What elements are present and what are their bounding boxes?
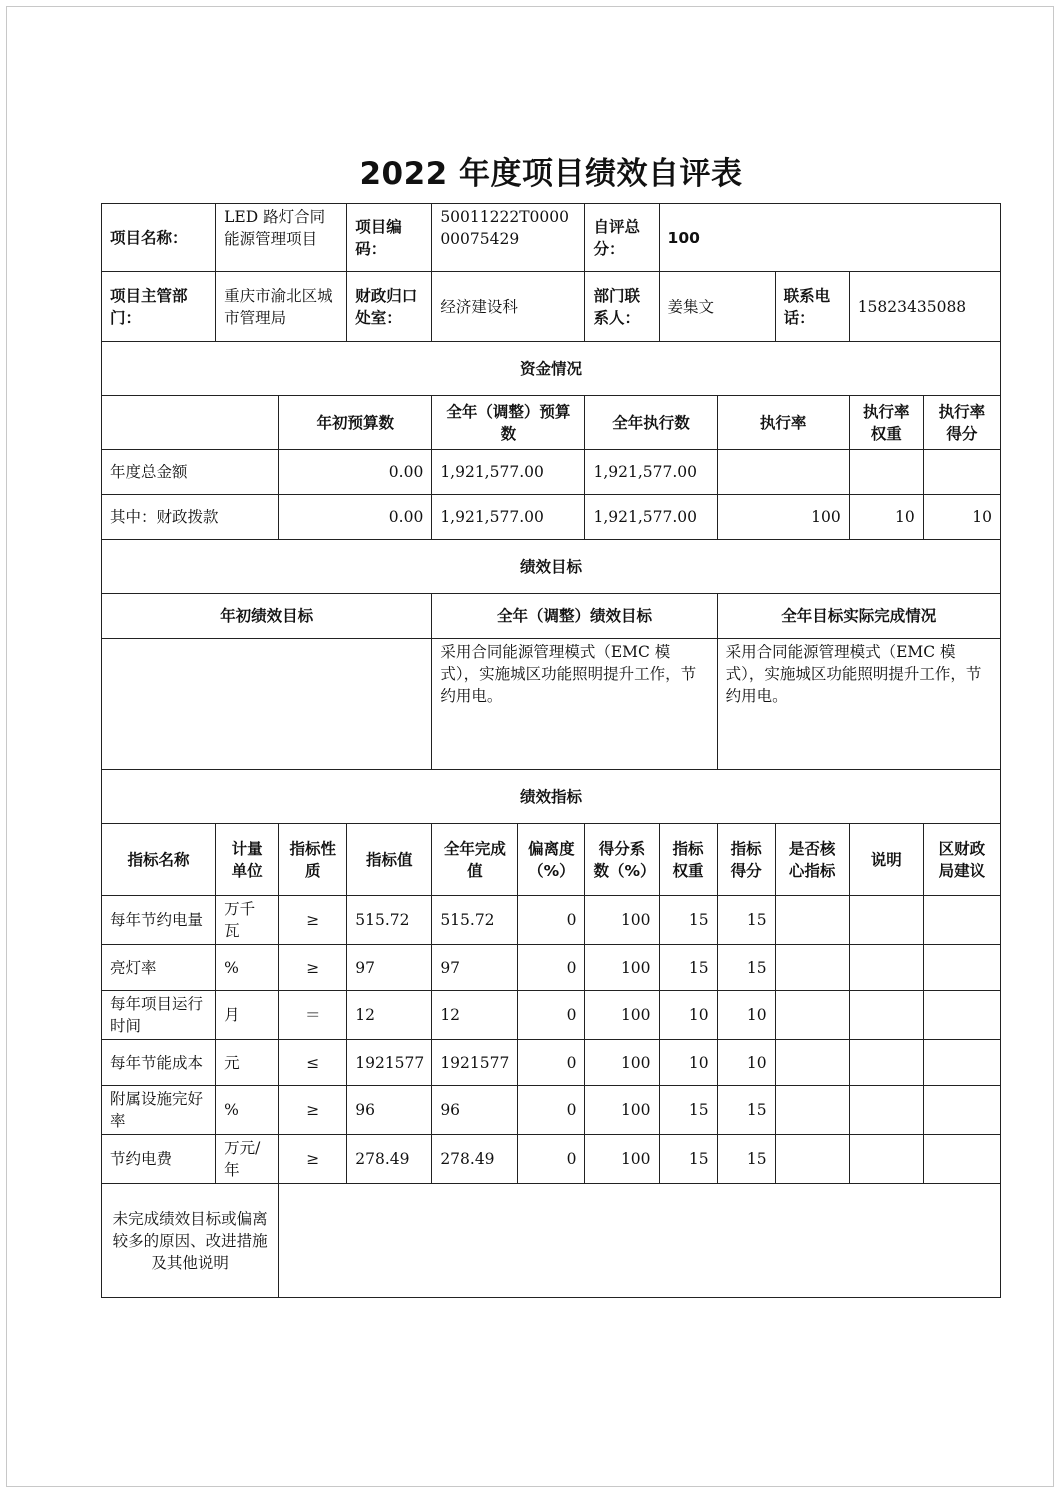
- indicator-row: [102, 945, 1001, 991]
- indicator-name: 节约电费: [102, 1135, 216, 1184]
- indicator-score: 10: [717, 1040, 775, 1086]
- indicator-note: [849, 1086, 923, 1135]
- project-name-label: 项目名称：: [102, 204, 216, 272]
- indicator-note: [849, 945, 923, 991]
- ind-col-name: 指标名称: [102, 824, 216, 896]
- funds-row-initial: 0.00: [279, 495, 432, 540]
- phone-label: 联系电话：: [775, 272, 849, 342]
- indicator-core: [775, 1135, 849, 1184]
- indicator-actual: 96: [432, 1086, 518, 1135]
- funds-col-adjusted: 全年（调整）预算数: [432, 396, 585, 450]
- goals-content-row: [102, 639, 1001, 770]
- indicator-note: [849, 1135, 923, 1184]
- indicator-value: 278.49: [347, 1135, 432, 1184]
- goals-adjusted-text: 采用合同能源管理模式（EMC 模式），实施城区功能照明提升工作，节约用电。: [432, 639, 717, 770]
- funds-section-row: [102, 342, 1001, 396]
- document-title: 2022 年度项目绩效自评表: [359, 156, 743, 192]
- indicator-row: [102, 1135, 1001, 1184]
- indicator-unit: 月: [216, 991, 279, 1040]
- indicator-name: 每年节约电量: [102, 896, 216, 945]
- indicator-advice: [923, 1086, 1000, 1135]
- ind-col-coefficient: 得分系数（%）: [585, 824, 659, 896]
- self-score-label: 自评总分：: [585, 204, 659, 272]
- funds-row-adjusted: 1,921,577.00: [432, 495, 585, 540]
- indicator-row: [102, 896, 1001, 945]
- performance-evaluation-table: [101, 203, 1001, 1298]
- funds-row-score: 10: [923, 495, 1000, 540]
- indicator-unit: 万元/年: [216, 1135, 279, 1184]
- indicator-advice: [923, 945, 1000, 991]
- ind-col-advice: 区财政局建议: [923, 824, 1000, 896]
- indicator-row: [102, 1040, 1001, 1086]
- contact-label: 部门联系人：: [585, 272, 659, 342]
- project-code-value: 50011222T000000075429: [432, 204, 585, 272]
- funds-row-executed: 1,921,577.00: [585, 450, 717, 495]
- contact-value: 姜集文: [659, 272, 775, 342]
- indicator-advice: [923, 1040, 1000, 1086]
- funds-col-initial: 年初预算数: [279, 396, 432, 450]
- funds-row-score: [923, 450, 1000, 495]
- funds-row-rate: [717, 450, 849, 495]
- indicator-weight: 15: [659, 1135, 717, 1184]
- indicator-advice: [923, 896, 1000, 945]
- indicators-section-title: 绩效指标: [102, 770, 1001, 824]
- indicator-value: 12: [347, 991, 432, 1040]
- self-score-value: 100: [659, 204, 1000, 272]
- ind-col-actual: 全年完成值: [432, 824, 518, 896]
- funds-header-blank: [102, 396, 279, 450]
- indicators-header-row: [102, 824, 1001, 896]
- indicator-deviation: 0: [518, 945, 585, 991]
- funds-col-rate: 执行率: [717, 396, 849, 450]
- indicator-core: [775, 1040, 849, 1086]
- indicator-note: [849, 896, 923, 945]
- goals-col-actual: 全年目标实际完成情况: [717, 594, 1000, 639]
- unfinished-label: 未完成绩效目标或偏离较多的原因、改进措施及其他说明: [102, 1184, 279, 1298]
- ind-col-nature: 指标性质: [279, 824, 347, 896]
- indicator-nature: ≥: [279, 945, 347, 991]
- funds-row-label: 年度总金额: [102, 450, 279, 495]
- indicator-weight: 15: [659, 1086, 717, 1135]
- indicator-weight: 15: [659, 945, 717, 991]
- project-name-value: LED 路灯合同能源管理项目: [216, 204, 347, 272]
- funds-row-adjusted: 1,921,577.00: [432, 450, 585, 495]
- indicator-coefficient: 100: [585, 1135, 659, 1184]
- indicator-score: 15: [717, 1086, 775, 1135]
- header-row-1: [102, 204, 1001, 272]
- indicator-score: 15: [717, 945, 775, 991]
- indicator-note: [849, 1040, 923, 1086]
- indicator-advice: [923, 991, 1000, 1040]
- unfinished-row: [102, 1184, 1001, 1298]
- indicator-core: [775, 896, 849, 945]
- indicator-core: [775, 1086, 849, 1135]
- funds-header-row: [102, 396, 1001, 450]
- funds-row-label: 其中：财政拨款: [102, 495, 279, 540]
- indicator-unit: 万千瓦: [216, 896, 279, 945]
- indicator-weight: 15: [659, 896, 717, 945]
- finance-office-label: 财政归口处室：: [347, 272, 432, 342]
- funds-row-weight: 10: [849, 495, 923, 540]
- indicator-actual: 278.49: [432, 1135, 518, 1184]
- phone-value: 15823435088: [849, 272, 1000, 342]
- indicator-weight: 10: [659, 991, 717, 1040]
- indicator-actual: 97: [432, 945, 518, 991]
- indicator-name: 每年项目运行时间: [102, 991, 216, 1040]
- indicator-deviation: 0: [518, 1040, 585, 1086]
- funds-row-executed: 1,921,577.00: [585, 495, 717, 540]
- funds-col-weight: 执行率权重: [849, 396, 923, 450]
- indicator-name: 亮灯率: [102, 945, 216, 991]
- goals-section-row: [102, 540, 1001, 594]
- ind-col-value: 指标值: [347, 824, 432, 896]
- indicator-score: 15: [717, 896, 775, 945]
- unfinished-text: [279, 1184, 1001, 1298]
- indicator-deviation: 0: [518, 1135, 585, 1184]
- indicator-nature: ＝: [279, 991, 347, 1040]
- funds-row-initial: 0.00: [279, 450, 432, 495]
- indicator-nature: ≤: [279, 1040, 347, 1086]
- goals-col-initial: 年初绩效目标: [102, 594, 432, 639]
- ind-col-score: 指标得分: [717, 824, 775, 896]
- goals-initial-text: [102, 639, 432, 770]
- indicator-deviation: 0: [518, 896, 585, 945]
- goals-header-row: [102, 594, 1001, 639]
- indicator-score: 10: [717, 991, 775, 1040]
- ind-col-deviation: 偏离度（%）: [518, 824, 585, 896]
- ind-col-core: 是否核心指标: [775, 824, 849, 896]
- indicator-unit: %: [216, 945, 279, 991]
- indicator-score: 15: [717, 1135, 775, 1184]
- project-code-label: 项目编码：: [347, 204, 432, 272]
- indicator-row: [102, 991, 1001, 1040]
- indicator-value: 97: [347, 945, 432, 991]
- indicator-unit: 元: [216, 1040, 279, 1086]
- indicator-value: 1921577: [347, 1040, 432, 1086]
- indicator-weight: 10: [659, 1040, 717, 1086]
- indicator-nature: ≥: [279, 1086, 347, 1135]
- indicator-nature: ≥: [279, 1135, 347, 1184]
- ind-col-note: 说明: [849, 824, 923, 896]
- goals-actual-text: 采用合同能源管理模式（EMC 模式），实施城区功能照明提升工作，节约用电。: [717, 639, 1000, 770]
- indicator-deviation: 0: [518, 991, 585, 1040]
- goals-section-title: 绩效目标: [102, 540, 1001, 594]
- indicator-name: 每年节能成本: [102, 1040, 216, 1086]
- funds-col-score: 执行率得分: [923, 396, 1000, 450]
- indicator-name: 附属设施完好率: [102, 1086, 216, 1135]
- funds-section-title: 资金情况: [102, 342, 1001, 396]
- indicator-coefficient: 100: [585, 896, 659, 945]
- finance-office-value: 经济建设科: [432, 272, 585, 342]
- indicators-section-row: [102, 770, 1001, 824]
- ind-col-weight: 指标权重: [659, 824, 717, 896]
- ind-col-unit: 计量单位: [216, 824, 279, 896]
- indicator-advice: [923, 1135, 1000, 1184]
- indicator-coefficient: 100: [585, 991, 659, 1040]
- funds-row: [102, 495, 1001, 540]
- indicator-actual: 12: [432, 991, 518, 1040]
- funds-row-weight: [849, 450, 923, 495]
- indicator-actual: 1921577: [432, 1040, 518, 1086]
- indicator-value: 96: [347, 1086, 432, 1135]
- indicator-deviation: 0: [518, 1086, 585, 1135]
- indicator-core: [775, 991, 849, 1040]
- funds-row-rate: 100: [717, 495, 849, 540]
- indicator-note: [849, 991, 923, 1040]
- indicator-value: 515.72: [347, 896, 432, 945]
- indicator-coefficient: 100: [585, 1086, 659, 1135]
- indicator-unit: %: [216, 1086, 279, 1135]
- indicator-core: [775, 945, 849, 991]
- indicator-nature: ≥: [279, 896, 347, 945]
- header-row-2: [102, 272, 1001, 342]
- dept-value: 重庆市渝北区城市管理局: [216, 272, 347, 342]
- funds-row: [102, 450, 1001, 495]
- funds-col-executed: 全年执行数: [585, 396, 717, 450]
- goals-col-adjusted: 全年（调整）绩效目标: [432, 594, 717, 639]
- indicator-coefficient: 100: [585, 1040, 659, 1086]
- indicator-actual: 515.72: [432, 896, 518, 945]
- indicator-row: [102, 1086, 1001, 1135]
- dept-label: 项目主管部门：: [102, 272, 216, 342]
- indicator-coefficient: 100: [585, 945, 659, 991]
